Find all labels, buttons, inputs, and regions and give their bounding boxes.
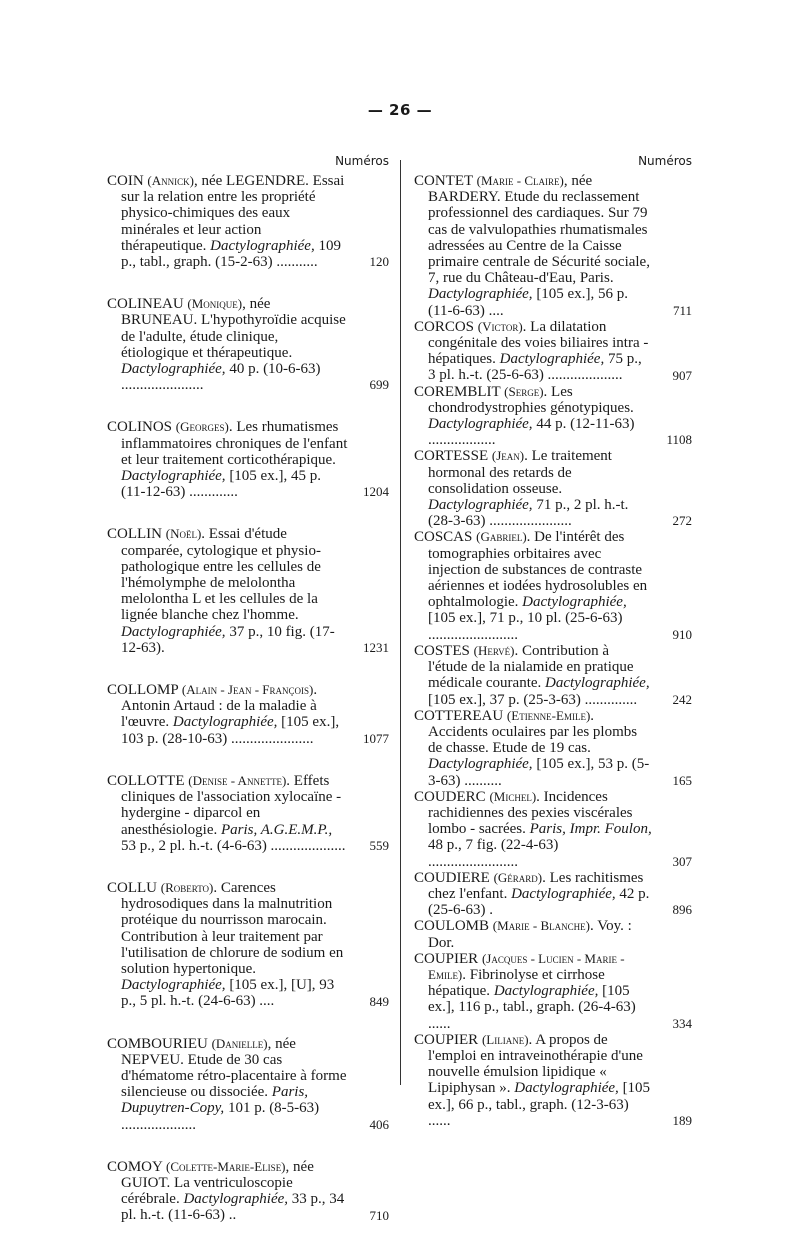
entry-text xyxy=(107,419,389,500)
entry-details: [105 ex.], 103 p. (28-10-63) ...................... xyxy=(121,714,340,747)
bibliography-entry xyxy=(414,789,692,870)
entry-title: . Effets cliniques de l'association xylocaïne - hydergine - diparcol en anesthésiologie. xyxy=(121,772,342,838)
author-surname: CORCOS xyxy=(414,318,475,335)
entry-number: 406 xyxy=(369,1116,389,1132)
entry-text xyxy=(107,1036,389,1133)
entry-details: 37 p., 10 fig. (17-12-63). xyxy=(121,623,335,656)
bibliography-entry xyxy=(414,529,692,642)
entry-title: . Accidents oculaires par les plombs de chasse. Etude de 19 cas. xyxy=(428,707,638,757)
entry-list-left xyxy=(107,173,389,1224)
entry-text xyxy=(414,951,692,1032)
author-surname: COULOMB xyxy=(414,918,490,935)
entry-publisher: Dactylographiée, xyxy=(121,468,226,485)
entry-details: 75 p., 3 pl. h.-t. (25-6-63) .................... xyxy=(428,351,642,384)
author-forenames: (Gérard) xyxy=(493,869,543,885)
entry-text xyxy=(107,526,389,656)
entry-text xyxy=(414,1032,692,1129)
entry-title: , née GUIOT. La ventriculoscopie cérébrale. xyxy=(121,1158,314,1208)
entry-title: , née BRUNEAU. L'hypothyroïdie acquise de l'adulte, étude clinique, étiologique et thérapeutique. xyxy=(121,296,346,361)
entry-publisher: Dactylographiée, xyxy=(493,983,599,1000)
entry-text xyxy=(107,296,389,393)
author-forenames: (Annick) xyxy=(147,173,194,188)
bibliography-entry xyxy=(414,870,692,919)
author-surname: CORTESSE xyxy=(414,448,489,465)
entry-details: [105 ex.], 71 p., 10 pl. (25-6-63) ........................ xyxy=(428,610,623,643)
author-forenames: (Serge) xyxy=(504,383,544,399)
left-column xyxy=(107,150,389,1224)
author-surname: COREMBLIT xyxy=(414,383,501,400)
author-surname: COMOY xyxy=(107,1158,163,1175)
column-divider xyxy=(400,160,401,1085)
column-header-left: Numéros xyxy=(335,154,389,168)
entry-details: 48 p., 7 fig. (22-4-63) ........................ xyxy=(428,837,559,870)
entry-number: 710 xyxy=(369,1207,389,1223)
entry-text xyxy=(414,643,692,708)
entry-details: 109 p., tabl., graph. (15-2-63) ........... xyxy=(121,237,341,271)
entry-number: 1108 xyxy=(666,432,692,448)
bibliography-entry xyxy=(107,880,389,1010)
bibliography-entry xyxy=(414,708,692,789)
bibliography-entry xyxy=(414,951,692,1032)
entry-publisher: Paris, Dupuytren-Copy, xyxy=(121,1084,309,1117)
entry-publisher: Dactylographiée, xyxy=(514,1080,619,1097)
entry-number: 165 xyxy=(672,772,692,788)
entry-publisher: Dactylographiée, xyxy=(428,416,533,433)
entry-number: 1231 xyxy=(363,640,389,656)
entry-details: 42 p. (25-6-63) . xyxy=(428,885,650,919)
author-surname: COTTEREAU xyxy=(414,707,504,724)
entry-details: [105 ex.], 56 p. (11-6-63) .... xyxy=(428,286,628,319)
entry-details: [105 ex.], 53 p. (5-3-63) .......... xyxy=(428,756,650,789)
entry-text xyxy=(414,789,692,870)
page-number: — 26 — xyxy=(367,101,433,119)
author-forenames: (Jacques - Lucien - Marie - Emile) xyxy=(428,950,625,982)
bibliography-entry xyxy=(414,643,692,708)
bibliography-entry xyxy=(414,173,692,319)
entry-text xyxy=(107,173,389,270)
entry-text xyxy=(107,1159,389,1224)
author-surname: COLLIN xyxy=(107,526,162,543)
entry-number: 699 xyxy=(369,377,389,393)
entry-number: 896 xyxy=(672,902,692,918)
entry-publisher: Dactylographiée, xyxy=(428,756,533,773)
author-forenames: (Noël) xyxy=(165,526,202,542)
author-surname: COIN xyxy=(107,173,144,189)
entry-text xyxy=(107,880,389,1010)
author-forenames: (Denise - Annette) xyxy=(188,772,287,788)
entry-title: , née BARDERY. Etude du reclassement professionnel des cardiaques. Sur 79 cas de valvulopathies rhumatismales adressées au Centre de la Caisse primaire centrale de Sécurité sociale, 7, rue du Château-d'Eau, Paris. xyxy=(428,173,650,287)
author-forenames: (Marie - Claire) xyxy=(476,173,564,188)
entry-number: 242 xyxy=(672,691,692,707)
entry-title: . A propos de l'emploi en intraveinothérapie d'une nouvelle émulsion lipidique « Lipiphysan ». xyxy=(428,1031,643,1097)
entry-details: [105 ex.], 45 p. (11-12-63) ............. xyxy=(121,468,321,501)
author-forenames: (Alain - Jean - François) xyxy=(181,682,314,698)
author-forenames: (Roberto) xyxy=(160,879,214,895)
entry-title: , née NEPVEU. Etude de 30 cas d'hématome rétro-placentaire à forme silencieuse ou dissociée. xyxy=(121,1035,347,1101)
entry-publisher: Dactylographiée, xyxy=(499,351,605,368)
entry-details: 40 p. (10-6-63) ...................... xyxy=(121,361,321,394)
author-surname: COLLU xyxy=(107,879,157,896)
entry-publisher: Dactylographiée, xyxy=(545,675,650,692)
entry-title: . Les chondrodystrophies génotypiques. xyxy=(428,383,634,416)
entry-number: 910 xyxy=(672,626,692,642)
entry-text xyxy=(107,682,389,747)
entry-publisher: Dactylographiée, xyxy=(428,497,533,514)
entry-publisher: Dactylographiée, xyxy=(522,594,627,611)
bibliography-entry xyxy=(107,1159,389,1224)
author-forenames: (Danielle) xyxy=(211,1035,268,1051)
entry-title: . La dilatation congénitale des voies biliaires intra - hépatiques. xyxy=(428,318,649,368)
bibliography-entry xyxy=(414,319,692,384)
entry-text xyxy=(414,319,692,384)
entry-publisher: Paris, Impr. Foulon, xyxy=(529,821,652,838)
entry-publisher: Dactylographiée, xyxy=(428,286,533,303)
entry-details: 71 p., 2 pl. h.-t. (28-3-63) ...................... xyxy=(428,497,629,530)
author-surname: COSTES xyxy=(414,642,470,659)
entry-title: . Le traitement hormonal des retards de consolidation osseuse. xyxy=(428,448,612,497)
bibliography-entry xyxy=(107,526,389,656)
entry-details: [105 ex.], 37 p. (25-3-63) .............. xyxy=(428,691,638,708)
bibliography-entry xyxy=(414,384,692,449)
bibliography-entry xyxy=(107,296,389,393)
entry-title: . Incidences rachidiennes des pexies viscérales lombo - sacrées. xyxy=(428,788,633,838)
entry-text xyxy=(414,448,692,529)
entry-publisher: Dactylographiée, xyxy=(210,237,315,254)
bibliography-entry xyxy=(414,1032,692,1129)
author-forenames: (Marie - Blanche) xyxy=(492,918,590,934)
author-forenames: (Etienne-Emile) xyxy=(506,707,591,723)
entry-title: . Voy. : Dor. xyxy=(428,918,632,951)
entry-publisher: Dactylographiée, xyxy=(183,1191,289,1208)
entry-title: . Les rhumatismes inflammatoires chroniques de l'enfant et leur traitement corticothérapique. xyxy=(121,419,348,468)
entry-title: . Fibrinolyse et cirrhose hépatique. xyxy=(428,966,605,1000)
entry-text xyxy=(414,384,692,449)
bibliography-entry xyxy=(107,419,389,500)
entry-text xyxy=(414,529,692,642)
entry-number: 120 xyxy=(369,254,389,270)
entry-publisher: Dactylographiée, xyxy=(121,623,226,640)
entry-number: 334 xyxy=(672,1015,692,1031)
bibliography-entry xyxy=(107,1036,389,1133)
entry-number: 907 xyxy=(672,367,692,383)
author-forenames: (Liliane) xyxy=(481,1031,529,1047)
bibliography-entry xyxy=(107,773,389,854)
author-forenames: (Monique) xyxy=(187,296,243,312)
entry-number: 272 xyxy=(672,513,692,529)
entry-details: 101 p. (8-5-63) .................... xyxy=(121,1100,320,1133)
entry-details: 53 p., 2 pl. h.-t. (4-6-63) .................... xyxy=(121,837,346,854)
entry-text xyxy=(414,173,692,319)
column-header-right: Numéros xyxy=(638,154,692,168)
bibliography-entry xyxy=(414,918,692,950)
entry-title: . Essai d'étude comparée, cytologique et physio-pathologique entre les cellules de l'hémolymphe de melolontha melolontha L et les cellules de la lignée blanche chez l'homme. xyxy=(121,526,321,624)
entry-number: 1077 xyxy=(363,730,389,746)
entry-details: 33 p., 34 pl. h.-t. (11-6-63) .. xyxy=(121,1191,345,1224)
author-forenames: (Colette-Marie-Elise) xyxy=(166,1158,286,1174)
entry-details: [105 ex.], [U], 93 p., 5 pl. h.-t. (24-6-63) .... xyxy=(121,977,335,1010)
entry-number: 307 xyxy=(672,853,692,869)
author-surname: CONTET xyxy=(414,173,473,189)
entry-details: 44 p. (12-11-63) .................. xyxy=(428,416,635,449)
bibliography-entry xyxy=(414,448,692,529)
entry-text xyxy=(107,773,389,854)
entry-list-right xyxy=(414,173,692,1129)
bibliography-entry xyxy=(107,173,389,270)
entry-number: 1204 xyxy=(363,484,389,500)
entry-title: . De l'intérêt des tomographies orbitaires avec injection de substances de contraste aériennes et iodées hydrosolubles en ophtalmologie. xyxy=(428,529,648,611)
entry-publisher: Dactylographiée, xyxy=(121,361,226,378)
entry-title: . Les rachitismes chez l'enfant. xyxy=(428,869,644,902)
author-surname: COUPIER xyxy=(414,950,479,967)
entry-publisher: Dactylographiée, xyxy=(172,714,278,731)
bibliography-entry xyxy=(107,682,389,747)
entry-number: 189 xyxy=(672,1112,692,1128)
entry-title: . Antonin Artaud : de la maladie à l'œuvre. xyxy=(121,682,318,731)
author-forenames: (Georges) xyxy=(175,419,229,435)
author-forenames: (Michel) xyxy=(489,788,537,804)
author-surname: COMBOURIEU xyxy=(107,1035,208,1052)
author-surname: COUPIER xyxy=(414,1031,479,1048)
author-forenames: (Jean) xyxy=(491,448,525,464)
entry-text xyxy=(414,870,692,919)
author-surname: COSCAS xyxy=(414,529,473,546)
entry-details: [105 ex.], 66 p., tabl., graph. (12-3-63) ...... xyxy=(428,1080,651,1129)
author-surname: COLINOS xyxy=(107,419,173,436)
author-forenames: (Gabriel) xyxy=(476,529,527,545)
entry-number: 559 xyxy=(369,837,389,853)
entry-publisher: Paris, A.G.E.M.P., xyxy=(220,821,333,838)
entry-text xyxy=(414,918,692,950)
author-forenames: (Hervé) xyxy=(473,642,515,658)
entry-title: , née LEGENDRE. Essai sur la relation entre les propriété physico-chimiques des eaux minérales et leur action thérapeutique. xyxy=(121,173,345,254)
entry-details: [105 ex.], 116 p., tabl., graph. (26-4-63) ...... xyxy=(428,983,636,1032)
entry-publisher: Dactylographiée, xyxy=(121,977,226,994)
author-surname: COUDIERE xyxy=(414,869,490,886)
entry-number: 711 xyxy=(672,302,692,318)
author-surname: COLLOTTE xyxy=(107,772,185,789)
right-column xyxy=(414,150,692,1129)
entry-text xyxy=(414,708,692,789)
entry-title: . Carences hydrosodiques dans la malnutrition protéique du nourrisson marocain. Contribution à leur traitement par l'utilisation de chlorure de sodium en solution hypertonique. xyxy=(121,879,344,977)
entry-number: 849 xyxy=(369,993,389,1009)
entry-publisher: Dactylographiée, xyxy=(511,885,616,902)
entry-title: . Contribution à l'étude de la nialamide en pratique médicale courante. xyxy=(428,642,634,692)
author-surname: COUDERC xyxy=(414,788,486,805)
author-surname: COLLOMP xyxy=(107,682,179,699)
author-forenames: (Victor) xyxy=(477,318,523,334)
author-surname: COLINEAU xyxy=(107,296,184,313)
